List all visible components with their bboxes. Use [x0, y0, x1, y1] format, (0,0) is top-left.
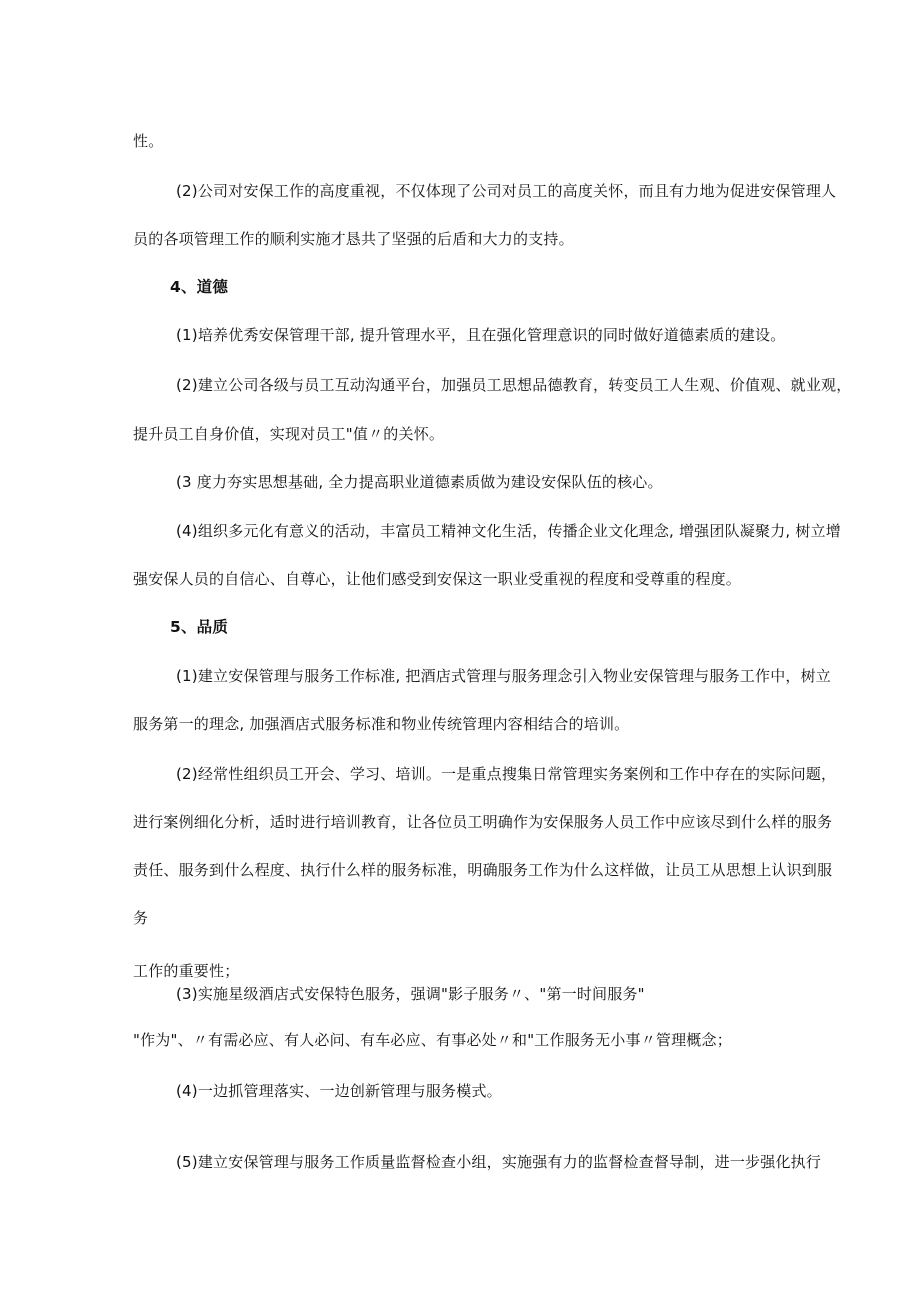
- section-heading-5: 5、品质: [170, 618, 229, 636]
- text-line-8: (3 度力夯实思想基础, 全力提高职业道德素质做为建设安保队伍的核心。: [176, 473, 663, 491]
- text-line-20: "作为"、〃有需必应、有人必问、有车必应、有事必处〃和"工作服务无小事〃管理概念；: [133, 1031, 732, 1049]
- text-line-18: 工作的重要性；: [133, 962, 240, 980]
- text-line-22: (5)建立安保管理与服务工作质量监督检查小组，实施强有力的监督检查督导制，进一步强化执行: [176, 1153, 822, 1171]
- section-heading-4: 4、道德: [170, 278, 229, 296]
- text-line-3: 员的各项管理工作的顺利实施才恳共了坚强的后盾和大力的支持。: [133, 230, 574, 248]
- text-line-21: (4)一边抓管理落实、一边创新管理与服务模式。: [176, 1082, 502, 1100]
- text-line-14: (2)经常性组织员工开会、学习、培训。一是重点搜集日常管理实务案例和工作中存在的实际问题，: [176, 765, 837, 783]
- text-line-19: (3)实施星级酒店式安保特色服务，强调"影子服务〃、"第一时间服务": [176, 985, 645, 1003]
- text-line-13: 服务第一的理念, 加强酒店式服务标准和物业传统管理内容相结合的培训。: [133, 715, 630, 733]
- text-line-5: (1)培养优秀安保管理干部, 提升管理水平，且在强化管理意识的同时做好道德素质的建设。: [176, 326, 786, 344]
- text-line-7: 提升员工自身价值，实现对员工"值〃的关怀。: [133, 425, 445, 443]
- text-line-6: (2)建立公司各级与员工互动沟通平台，加强员工思想品德教育，转变员工人生观、价值观、就业观，: [176, 376, 852, 394]
- text-line-15: 进行案例细化分析，适时进行培训教育，让各位员工明确作为安保服务人员工作中应该尽到什么样的服务: [133, 813, 833, 831]
- text-line-2: (2)公司对安保工作的高度重视，不仅体现了公司对员工的高度关怀，而且有力地为促进安保管理人: [176, 182, 837, 200]
- text-line-10: 强安保人员的自信心、自尊心，让他们感受到安保这一职业受重视的程度和受尊重的程度。: [133, 570, 742, 588]
- text-line-16: 责任、服务到什么程度、执行什么样的服务标准，明确服务工作为什么这样做，让员工从思想上认识到服: [133, 861, 833, 879]
- text-line-17: 务: [133, 909, 149, 927]
- text-line-1: 性。: [133, 132, 164, 150]
- text-line-12: (1)建立安保管理与服务工作标准, 把酒店式管理与服务理念引入物业安保管理与服务工作中，树立: [176, 667, 831, 685]
- text-line-9: (4)组织多元化有意义的活动，丰富员工精神文化生活，传播企业文化理念, 增强团队凝聚力, 树立增: [176, 522, 841, 540]
